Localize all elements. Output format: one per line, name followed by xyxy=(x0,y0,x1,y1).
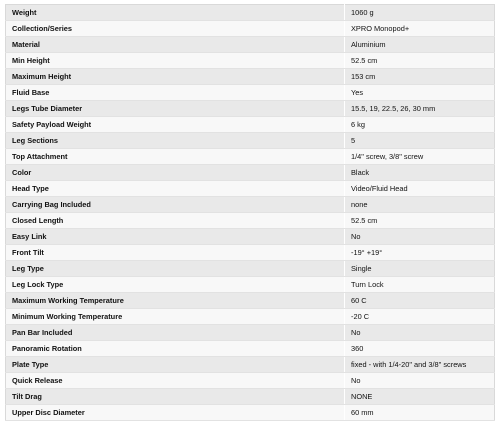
spec-label: Leg Type xyxy=(6,261,345,277)
spec-value: 1/4" screw, 3/8" screw xyxy=(345,149,495,165)
specifications-table xyxy=(5,4,495,421)
spec-value: Single xyxy=(345,261,495,277)
spec-value: Video/Fluid Head xyxy=(345,181,495,197)
spec-label: Plate Type xyxy=(6,357,345,373)
spec-value: NONE xyxy=(345,389,495,405)
spec-label: Closed Length xyxy=(6,213,345,229)
spec-label: Leg Lock Type xyxy=(6,277,345,293)
spec-value: 60 mm xyxy=(345,405,495,421)
spec-value: No xyxy=(345,373,495,389)
spec-row xyxy=(6,405,495,421)
spec-row xyxy=(6,165,495,181)
spec-value: 153 cm xyxy=(345,69,495,85)
spec-row xyxy=(6,117,495,133)
spec-label: Color xyxy=(6,165,345,181)
spec-row xyxy=(6,373,495,389)
spec-value: Yes xyxy=(345,85,495,101)
spec-label: Carrying Bag Included xyxy=(6,197,345,213)
spec-row xyxy=(6,69,495,85)
spec-row xyxy=(6,53,495,69)
spec-value: 15.5, 19, 22.5, 26, 30 mm xyxy=(345,101,495,117)
spec-row xyxy=(6,325,495,341)
spec-row xyxy=(6,277,495,293)
spec-value: fixed - with 1/4-20" and 3/8" screws xyxy=(345,357,495,373)
spec-value: No xyxy=(345,229,495,245)
spec-value: No xyxy=(345,325,495,341)
spec-label: Head Type xyxy=(6,181,345,197)
spec-label: Fluid Base xyxy=(6,85,345,101)
spec-row xyxy=(6,261,495,277)
spec-value: 5 xyxy=(345,133,495,149)
spec-row xyxy=(6,293,495,309)
spec-label: Pan Bar Included xyxy=(6,325,345,341)
spec-row xyxy=(6,21,495,37)
spec-label: Minimum Working Temperature xyxy=(6,309,345,325)
spec-value: -20 C xyxy=(345,309,495,325)
spec-value: XPRO Monopod+ xyxy=(345,21,495,37)
spec-value: 60 C xyxy=(345,293,495,309)
spec-label: Leg Sections xyxy=(6,133,345,149)
spec-label: Panoramic Rotation xyxy=(6,341,345,357)
spec-value: Black xyxy=(345,165,495,181)
spec-label: Upper Disc Diameter xyxy=(6,405,345,421)
spec-row xyxy=(6,37,495,53)
spec-row xyxy=(6,357,495,373)
spec-label: Quick Release xyxy=(6,373,345,389)
spec-row xyxy=(6,197,495,213)
spec-row xyxy=(6,245,495,261)
spec-row xyxy=(6,5,495,21)
spec-value: 52.5 cm xyxy=(345,213,495,229)
spec-value: Aluminium xyxy=(345,37,495,53)
spec-value: 52.5 cm xyxy=(345,53,495,69)
spec-row xyxy=(6,389,495,405)
spec-label: Safety Payload Weight xyxy=(6,117,345,133)
spec-label: Legs Tube Diameter xyxy=(6,101,345,117)
spec-label: Tilt Drag xyxy=(6,389,345,405)
spec-row xyxy=(6,341,495,357)
spec-row xyxy=(6,213,495,229)
spec-label: Top Attachment xyxy=(6,149,345,165)
specifications-table-body xyxy=(6,5,495,421)
spec-row xyxy=(6,229,495,245)
spec-row xyxy=(6,181,495,197)
spec-value: -19° +19° xyxy=(345,245,495,261)
spec-row xyxy=(6,309,495,325)
spec-label: Weight xyxy=(6,5,345,21)
spec-label: Material xyxy=(6,37,345,53)
spec-label: Front Tilt xyxy=(6,245,345,261)
spec-label: Easy Link xyxy=(6,229,345,245)
spec-label: Min Height xyxy=(6,53,345,69)
spec-row xyxy=(6,85,495,101)
spec-label: Maximum Height xyxy=(6,69,345,85)
spec-value: 1060 g xyxy=(345,5,495,21)
spec-label: Maximum Working Temperature xyxy=(6,293,345,309)
spec-value: 6 kg xyxy=(345,117,495,133)
spec-row xyxy=(6,149,495,165)
spec-value: Turn Lock xyxy=(345,277,495,293)
spec-value: none xyxy=(345,197,495,213)
spec-row xyxy=(6,133,495,149)
spec-label: Collection/Series xyxy=(6,21,345,37)
spec-row xyxy=(6,101,495,117)
spec-value: 360 xyxy=(345,341,495,357)
